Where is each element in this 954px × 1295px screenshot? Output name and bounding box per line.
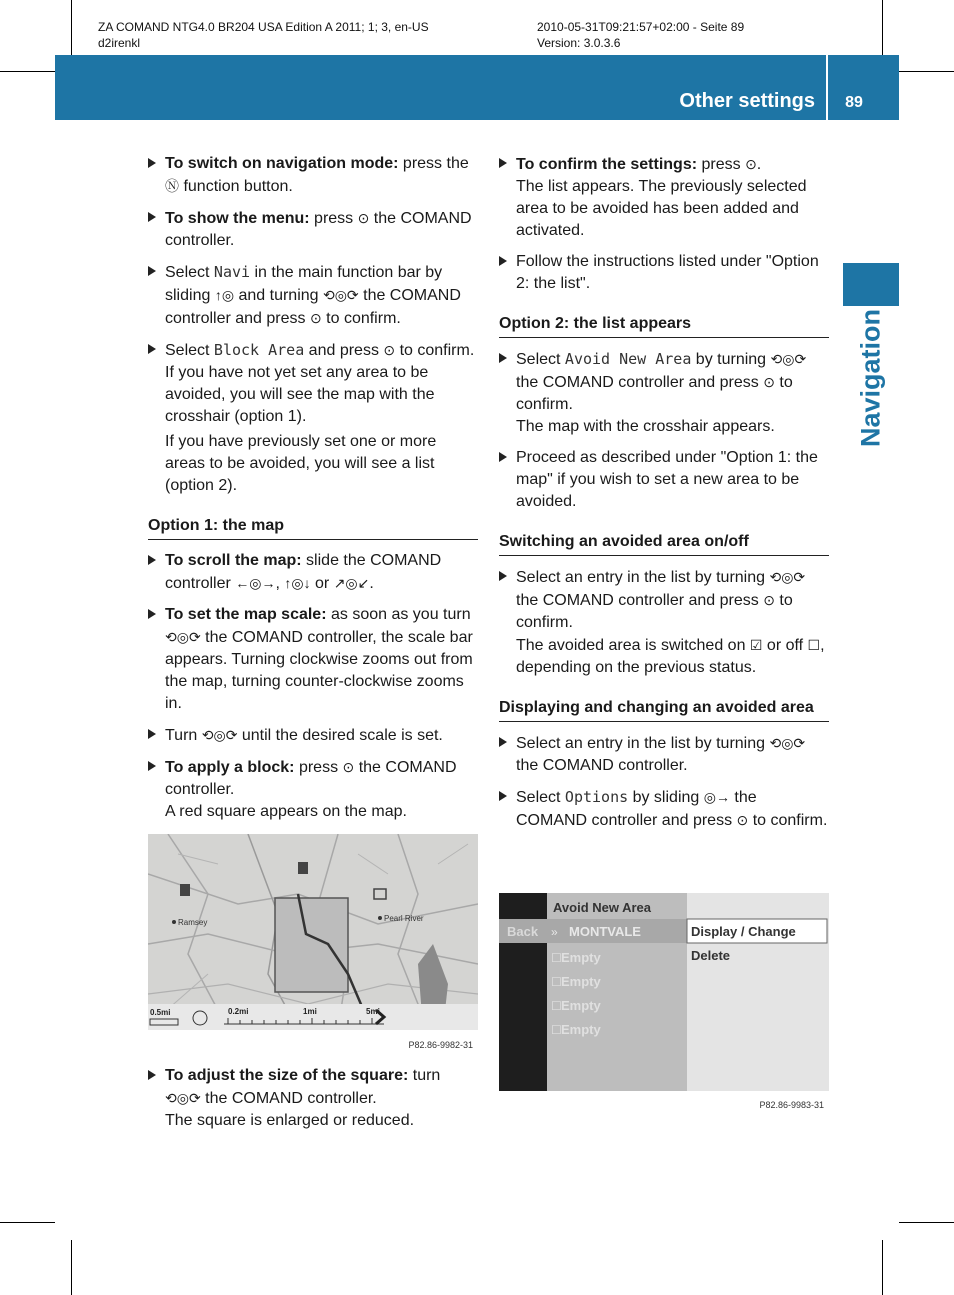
instruction-step [148, 1065, 478, 1132]
step-arrow-icon [499, 158, 507, 168]
instruction-step [148, 339, 478, 428]
turn-icon: ⟲◎⟳ [770, 351, 807, 367]
side-tab-label: Navigation [855, 308, 886, 448]
step-text: or [310, 575, 334, 592]
step-text: function button. [179, 178, 293, 195]
instruction-step [499, 732, 829, 777]
crop-mark [0, 1222, 55, 1223]
step-arrow-icon [148, 158, 156, 168]
step-text: Follow the instructions listed under "Option 2: the list". [516, 253, 819, 292]
step-result: The map with the crosshair appears. [516, 418, 775, 435]
page-number: 89 [845, 94, 863, 111]
press-icon: ⊙ [383, 342, 396, 358]
step-text: Select [165, 264, 214, 281]
crop-mark [71, 1240, 72, 1295]
instruction-step [148, 604, 478, 715]
svg-text:☐: ☐ [551, 951, 562, 965]
meta-line: d2irenkl [98, 36, 141, 50]
checkbox-empty-icon: ☐ [807, 637, 821, 653]
step-text: by sliding [628, 789, 704, 806]
subsection-heading: Option 1: the map [148, 515, 478, 540]
step-text: the COMAND controller and press [516, 374, 764, 391]
press-icon: ⊙ [763, 374, 775, 390]
step-text: to confirm. [395, 342, 475, 359]
step-text: the COMAND controller and press [165, 287, 461, 327]
step-arrow-icon [499, 737, 507, 747]
menu-title: Avoid New Area [553, 900, 652, 915]
crop-mark [882, 1240, 883, 1295]
gas-station-icon [180, 884, 190, 896]
press-icon: ⊙ [745, 156, 757, 172]
selected-entry: MONTVALE [569, 924, 641, 939]
instruction-step [148, 550, 478, 595]
instruction-step [499, 447, 829, 513]
map-screenshot [148, 834, 478, 1056]
menu-item-name: Avoid New Area [564, 350, 692, 368]
list-entry: Empty [561, 974, 601, 989]
map-label: Ramsey [178, 918, 208, 927]
step-text: the COMAND controller and press [516, 789, 757, 829]
step-arrow-icon [148, 344, 156, 354]
step-result: The list appears. The previously selected area to be avoided has been added and activated. [516, 178, 807, 239]
step-text: until the desired scale is set. [237, 727, 443, 744]
step-text: turn [408, 1067, 441, 1084]
meta-line: 2010-05-31T09:21:57+02:00 - Seite 89 [537, 20, 745, 34]
press-icon: ⊙ [736, 812, 749, 828]
step-text: press [309, 210, 358, 227]
step-arrow-icon [148, 266, 156, 276]
checkbox-checked-icon: ☑ [749, 637, 763, 653]
option-display-change: Display / Change [691, 924, 796, 939]
meta-line: ZA COMAND NTG4.0 BR204 USA Edition A 2011; 1; 3, en-US [98, 20, 429, 34]
side-tab-marker [843, 263, 899, 306]
step-lead: To scroll the map: [165, 552, 302, 569]
right-column [499, 153, 829, 841]
step-result: , depending on the previous status. [516, 637, 825, 676]
option-delete: Delete [691, 948, 731, 963]
instruction-step [499, 153, 829, 242]
step-text: and press [304, 342, 384, 359]
meta-right [537, 19, 744, 51]
step-arrow-icon [499, 571, 507, 581]
turn-icon: ⟲◎⟳ [769, 735, 806, 751]
step-text: press the [398, 155, 469, 172]
turn-icon: ⟲◎⟳ [769, 569, 806, 585]
scale-label: 5mi [366, 1007, 380, 1016]
scale-label: 0.2mi [228, 1007, 249, 1016]
step-arrow-icon [148, 761, 156, 771]
slide-right-icon: ◎→ [703, 789, 730, 805]
instruction-step [148, 724, 478, 747]
step-result: A red square appears on the map. [165, 803, 407, 820]
image-code: P82.86-9983-31 [759, 1100, 824, 1110]
step-result: The avoided area is switched on [516, 637, 750, 654]
slide-up-down-icon: ↑◎↓ [284, 575, 311, 591]
crop-mark [899, 71, 954, 72]
image-code: P82.86-9982-31 [408, 1040, 473, 1050]
section-title: Other settings [679, 90, 815, 112]
step-text: Select [516, 789, 565, 806]
instruction-step [148, 756, 478, 823]
press-icon: ⊙ [763, 592, 775, 608]
step-text: to confirm. [748, 812, 828, 829]
step-text: Turn [165, 727, 202, 744]
subsection-heading: Switching an avoided area on/off [499, 531, 829, 556]
instruction-step [499, 251, 829, 295]
step-text: to confirm. [516, 592, 793, 631]
instruction-step [499, 566, 829, 679]
list-entry: Empty [561, 950, 601, 965]
step-text: the COMAND controller, the scale bar appears. Turning clockwise zooms out from the map, turning counter-clockwise zooms in. [165, 629, 473, 712]
instruction-step [148, 261, 478, 330]
instruction-step [499, 786, 829, 832]
step-text: Select an entry in the list by turning [516, 735, 770, 752]
navi-button-icon: Ⓝ [165, 178, 179, 194]
turn-icon: ⟲◎⟳ [165, 629, 201, 645]
step-lead: To show the menu: [165, 210, 310, 227]
back-label: Back [507, 924, 539, 939]
step-text: and turning [234, 287, 323, 304]
svg-text:☐: ☐ [551, 975, 562, 989]
step-text: Select an entry in the list by turning [516, 569, 770, 586]
left-column [148, 153, 478, 832]
press-icon: ⊙ [357, 210, 370, 226]
step-text: to confirm. [321, 310, 401, 327]
turn-icon: ⟲◎⟳ [165, 1090, 201, 1106]
subsection-heading: Displaying and changing an avoided area [499, 697, 829, 722]
step-arrow-icon [148, 609, 156, 619]
step-lead: To adjust the size of the square: [165, 1067, 409, 1084]
step-result: The square is enlarged or reduced. [165, 1112, 415, 1129]
instruction-step [499, 348, 829, 438]
meta-left [98, 19, 429, 51]
step-arrow-icon [499, 256, 507, 266]
step-text: slide the COMAND controller [165, 552, 442, 592]
step-text: Proceed as described under "Option 1: the map" if you wish to set a new area to be avoided. [516, 449, 818, 510]
step-lead: To confirm the settings: [516, 156, 698, 173]
step-text: the COMAND controller. [516, 757, 688, 774]
scale-label: 0.5mi [150, 1008, 171, 1017]
map-label: Pearl River [384, 914, 424, 923]
svg-text:☐: ☐ [551, 1023, 562, 1037]
scale-label: 1mi [303, 1007, 317, 1016]
crop-mark [0, 71, 55, 72]
step-arrow-icon [148, 555, 156, 565]
step-text: the COMAND controller and press [516, 592, 764, 609]
left-column-bottom [148, 1065, 478, 1141]
step-arrow-icon [499, 452, 507, 462]
turn-icon: ⟲◎⟳ [201, 727, 238, 743]
crop-mark [899, 1222, 954, 1223]
list-entry: Empty [561, 998, 601, 1013]
step-text: the COMAND controller. [165, 759, 457, 798]
gas-station-icon [298, 862, 308, 874]
step-text: Select [165, 342, 214, 359]
step-note: If you have previously set one or more areas to be avoided, you will see a list (option 2). [165, 433, 437, 494]
crop-mark [71, 0, 72, 55]
list-entry: Empty [561, 1022, 601, 1037]
step-lead: To switch on navigation mode: [165, 155, 399, 172]
step-text: in the main function bar by sliding [165, 264, 443, 304]
step-arrow-icon [148, 729, 156, 739]
step-arrow-icon [499, 791, 507, 801]
step-arrow-icon [148, 212, 156, 222]
step-text: Select [516, 351, 565, 368]
step-text: the COMAND controller. [200, 1090, 377, 1107]
menu-item-name: Block Area [213, 341, 305, 359]
step-result: If you have not yet set any area to be avoided, you will see the map with the crosshair (option 1). [165, 364, 435, 425]
menu-graphic [499, 893, 829, 1115]
meta-line: Version: 3.0.3.6 [537, 36, 621, 50]
step-lead: To apply a block: [165, 759, 295, 776]
step-text: , [275, 575, 285, 592]
subsection-heading: Option 2: the list appears [499, 313, 829, 338]
step-arrow-icon [148, 1070, 156, 1080]
slide-up-icon: ↑◎ [214, 287, 235, 303]
step-text: as soon as you turn [326, 606, 471, 623]
step-text: . [756, 156, 762, 173]
menu-item-name: Options [564, 788, 629, 806]
instruction-step [148, 207, 478, 252]
slide-left-right-icon: ←◎→ [235, 575, 276, 591]
step-text: . [369, 575, 374, 592]
step-text: to confirm. [516, 374, 793, 413]
press-icon: ⊙ [309, 310, 322, 326]
step-arrow-icon [499, 353, 507, 363]
step-text: by turning [691, 351, 771, 368]
svg-text:☐: ☐ [551, 999, 562, 1013]
crop-mark [882, 0, 883, 55]
step-text: press [697, 156, 746, 173]
step-text: press [294, 759, 343, 776]
step-text: the COMAND controller. [165, 210, 472, 249]
step-lead: To set the map scale: [165, 606, 327, 623]
map-graphic [148, 834, 478, 1056]
press-icon: ⊙ [342, 759, 355, 775]
instruction-step [148, 153, 478, 198]
turn-icon: ⟲◎⟳ [322, 287, 359, 303]
step-result: or off [762, 637, 808, 654]
svg-text:»: » [551, 925, 558, 939]
slide-diagonal-icon: ↗◎↙ [333, 575, 370, 591]
menu-screenshot [499, 893, 829, 1115]
header-divider [826, 55, 828, 120]
menu-item-name: Navi [213, 263, 251, 281]
